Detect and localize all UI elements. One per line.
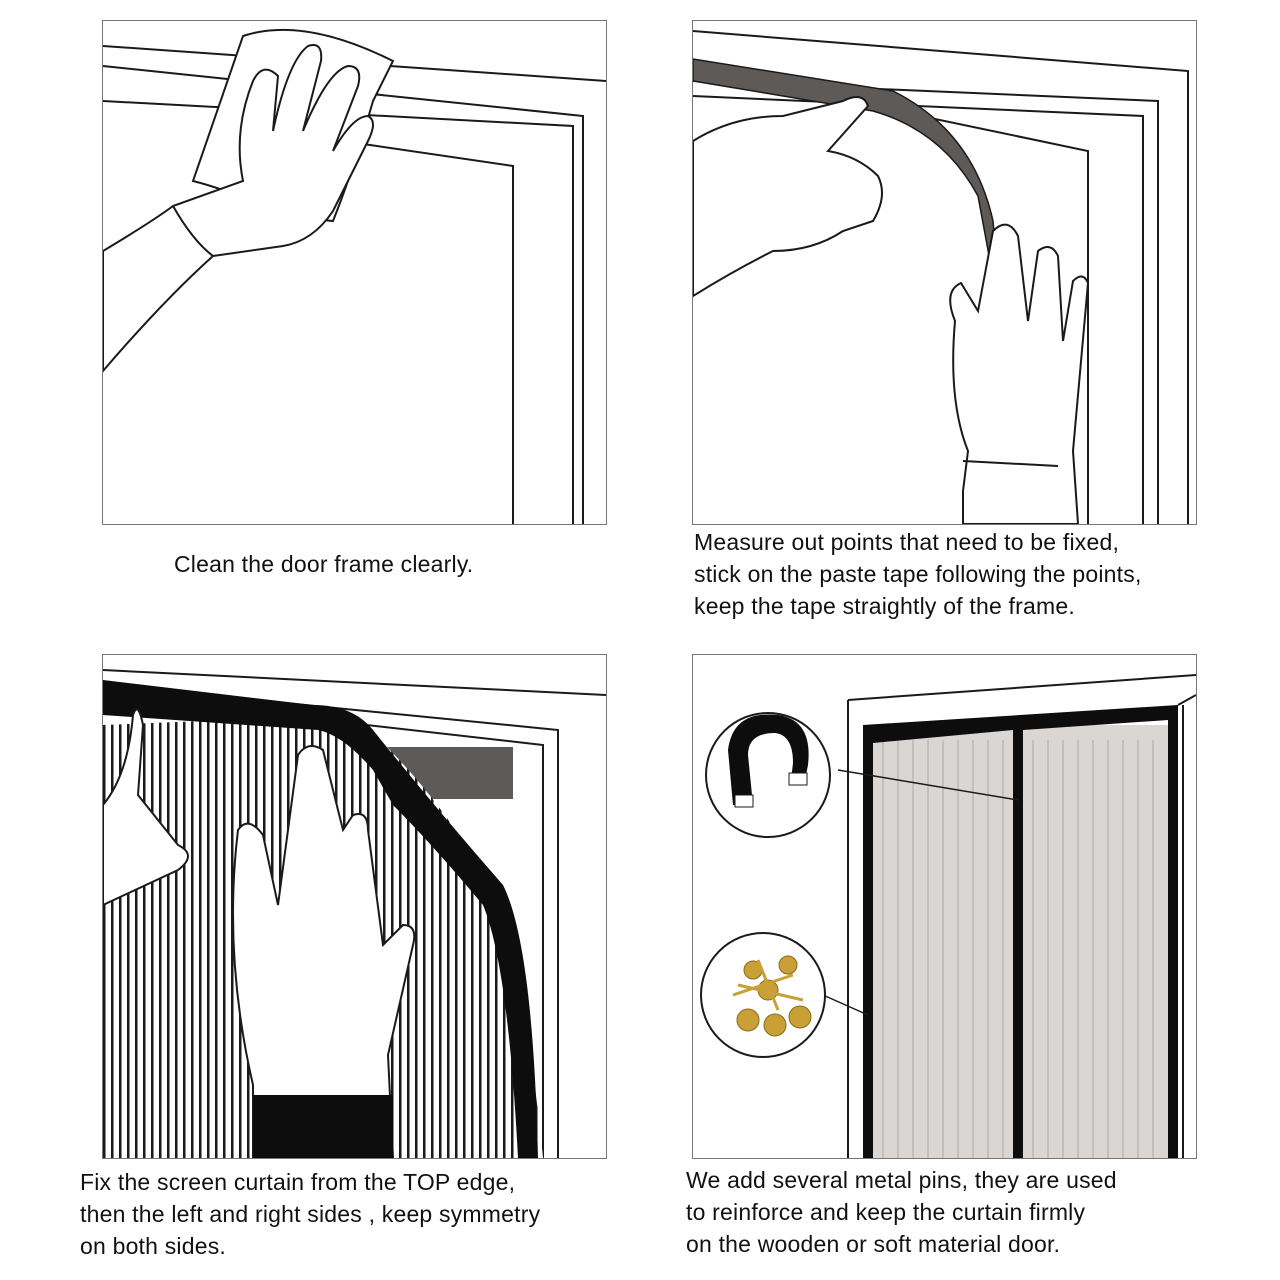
caption-line: then the left and right sides , keep symmetry: [80, 1201, 541, 1227]
caption-line: Measure out points that need to be fixed,: [694, 529, 1120, 555]
caption-line: stick on the paste tape following the points,: [694, 561, 1142, 587]
tape-applying-drawing: [693, 21, 1196, 524]
caption-line: keep the tape straightly of the frame.: [694, 593, 1075, 619]
curtain-fixing-drawing: [103, 655, 606, 1158]
step-3-caption: [80, 1166, 540, 1262]
caption-line: on the wooden or soft material door.: [686, 1231, 1061, 1257]
finished-curtain-drawing: [693, 655, 1196, 1158]
step-2-caption: [694, 526, 1142, 622]
step-1-caption: [174, 548, 473, 580]
step-2-illustration: [692, 20, 1197, 525]
step-4-caption: [686, 1164, 1117, 1260]
hand-icon: [693, 97, 1088, 524]
step-3-illustration: [102, 654, 607, 1159]
caption-line: Clean the door frame clearly.: [174, 551, 474, 577]
caption-line: Fix the screen curtain from the TOP edge,: [80, 1169, 516, 1195]
door-frame-cleaning-drawing: [103, 21, 606, 524]
magnetic-screen-curtain: [863, 705, 1178, 1158]
caption-line: We add several metal pins, they are used: [686, 1167, 1117, 1193]
caption-line: to reinforce and keep the curtain firmly: [686, 1199, 1086, 1225]
step-4-illustration: [692, 654, 1197, 1159]
caption-line: on both sides.: [80, 1233, 227, 1259]
step-1-illustration: [102, 20, 607, 525]
sleeve: [253, 1095, 393, 1158]
